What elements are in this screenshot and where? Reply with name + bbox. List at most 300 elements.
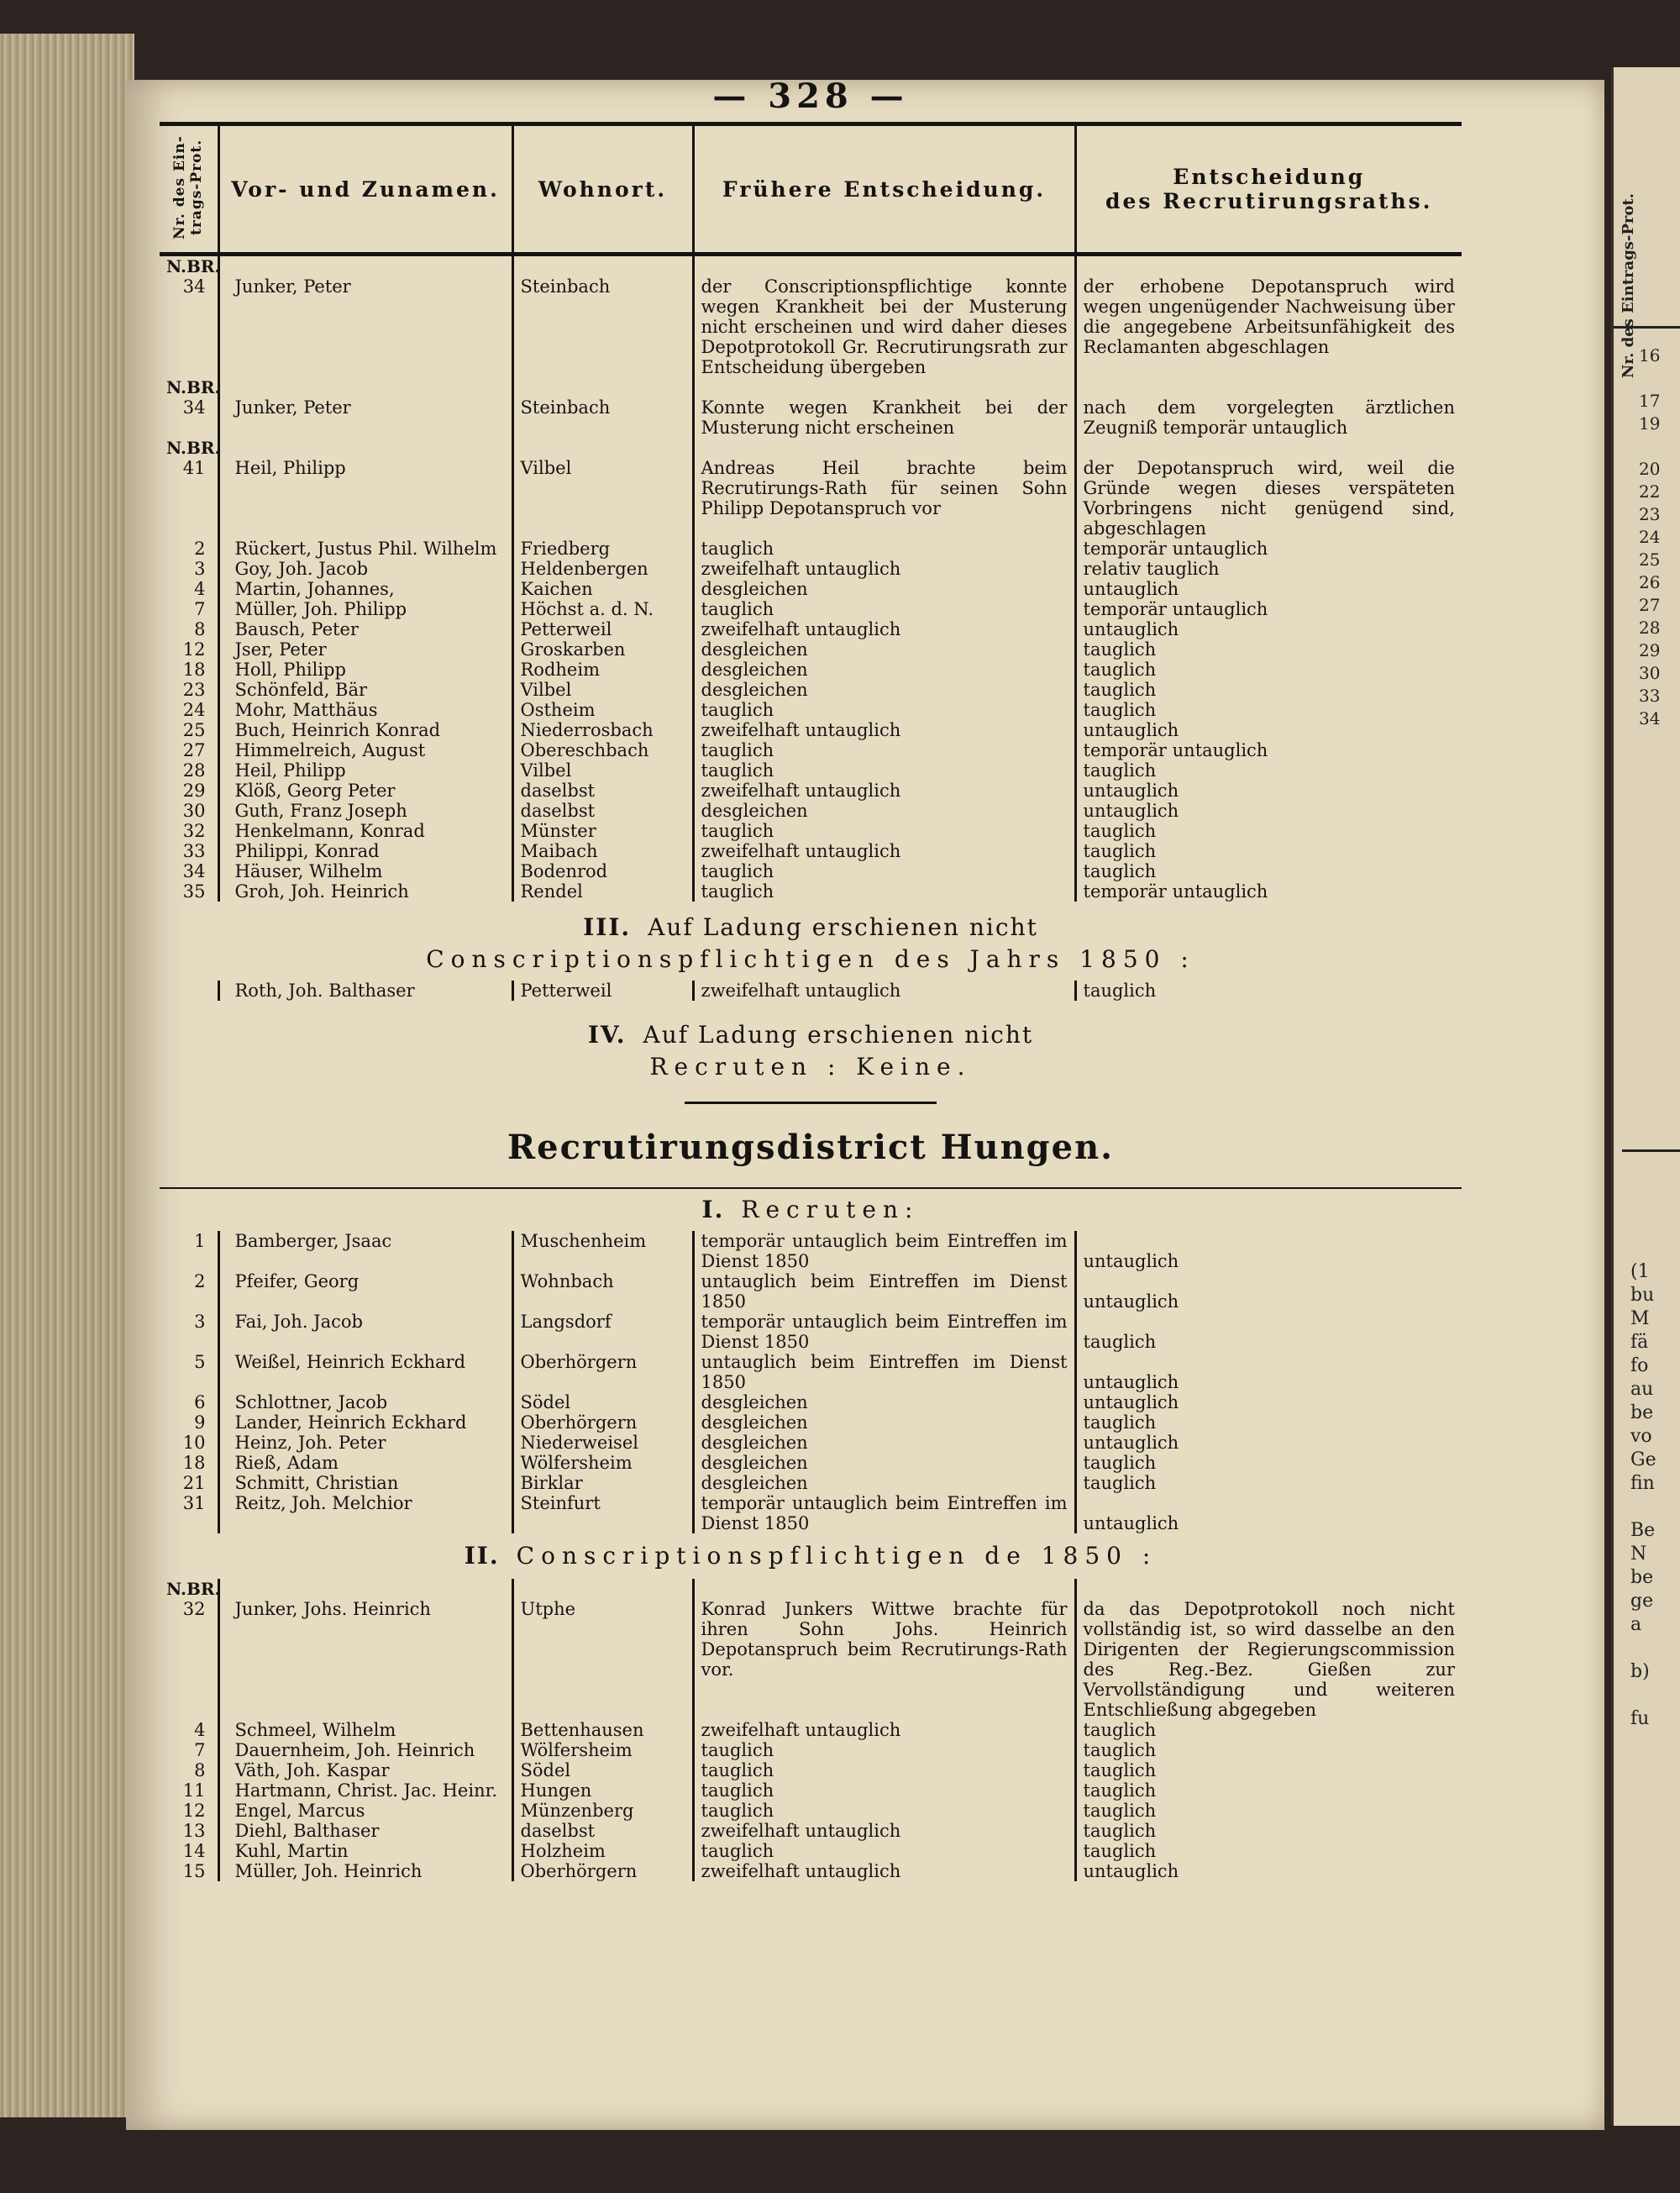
row-ort: Wölfersheim [512,1740,693,1760]
adjacent-number: 19 [1639,413,1661,434]
row-name: Bamberger, Jsaac [218,1231,512,1271]
row-nr [160,1720,218,1740]
adjacent-fragment-line: fin [1630,1473,1655,1494]
row-ort: Oberhörgern [512,1352,693,1392]
row-nr [160,619,218,639]
section-iv-line1 [160,1019,1462,1051]
row-entscheidung: tauglich [1075,760,1462,781]
row-name: Reitz, Joh. Melchior [218,1493,512,1533]
adjacent-number [1639,435,1660,458]
row-frueher: desgleichen [693,1392,1075,1412]
row-name: Henkelmann, Konrad [218,821,512,841]
row-nr [160,1392,218,1412]
row-name: Müller, Joh. Philipp [218,599,512,619]
table-row [160,981,1462,1001]
row-nr-value: 24 [182,700,206,720]
row-ort: Maibach [512,841,693,861]
row-nr [160,700,218,720]
table-row [160,660,1462,680]
row-nr-value: 5 [194,1352,206,1372]
adjacent-fragment-line: M [1630,1308,1650,1329]
row-frueher: zweifelhaft untauglich [693,981,1075,1001]
row-name: Heil, Philipp [218,760,512,781]
header-nr-text: Nr. des Ein-trags-Prot. [171,134,206,239]
section-iii-text: Auf Ladung erschienen nicht [648,913,1038,941]
row-nr [160,1271,218,1312]
subsection-i [160,1194,1462,1226]
row-ort: Bettenhausen [512,1720,693,1740]
row-entscheidung: tauglich [1075,1780,1462,1801]
adjacent-number: 34 [1639,708,1661,728]
adjacent-number: 22 [1639,481,1661,502]
row-frueher: zweifelhaft untauglich [693,559,1075,579]
adjacent-fragment-line: Ge [1630,1449,1656,1470]
row-ort: daselbst [512,801,693,821]
subsection-i-label: Recruten: [741,1196,920,1223]
row-name: Schlottner, Jacob [218,1392,512,1412]
row-name: Weißel, Heinrich Eckhard [218,1352,512,1392]
row-entscheidung: untauglich [1075,1861,1462,1881]
row-nr-value: 15 [182,1861,206,1881]
row-nr [160,579,218,599]
table-row [160,579,1462,599]
row-nr-value: 18 [182,1453,206,1473]
table-row [160,841,1462,861]
row-frueher: tauglich [693,881,1075,902]
row-name: Rückert, Justus Phil. Wilhelm [218,539,512,559]
section-iv-text: Auf Ladung erschienen nicht [643,1021,1034,1049]
row-ort: Wölfersheim [512,1453,693,1473]
table-row [160,680,1462,700]
table-row [160,1801,1462,1821]
row-entscheidung: tauglich [1075,981,1462,1001]
row-ort: Groskarben [512,639,693,660]
row-ort: Höchst a. d. N. [512,599,693,619]
row-entscheidung: untauglich [1075,1392,1462,1412]
table-row [160,881,1462,902]
row-entscheidung: untauglich [1075,781,1462,801]
row-nr [160,1760,218,1780]
adjacent-fragment-line: bu [1630,1285,1655,1306]
section-divider [685,1102,937,1104]
table-row [160,639,1462,660]
row-nr-value: 25 [182,720,206,740]
table-row [160,1392,1462,1412]
row-entscheidung: untauglich [1075,720,1462,740]
row-nr-value: 41 [182,458,206,478]
row-nr-value: 3 [194,1312,206,1332]
row-entscheidung: temporär untauglich [1075,740,1462,760]
row-entscheidung: tauglich [1075,1412,1462,1433]
row-entscheidung: untauglich [1075,801,1462,821]
row-nr [160,841,218,861]
table-row [160,1433,1462,1453]
header-entscheidung [1075,126,1462,252]
row-entscheidung: nach dem vorgelegten ärztlichen Zeugniß temporär untauglich [1075,377,1462,438]
row-ort: Bodenrod [512,861,693,881]
table-row [160,720,1462,740]
row-entscheidung: untauglich [1075,1433,1462,1453]
header-wohnort: Wohnort. [512,126,693,252]
row-entscheidung: da das Depotprotokoll noch nicht vollständig ist, so wird dasselbe an den Dirigenten der Regierungscommission des Reg.-Bez. Gießen zur Vervollständigung und weiteren Entschließung abgegeben [1075,1579,1462,1720]
header-entscheidung-line2: des Recrutirungsraths. [1105,189,1433,213]
row-entscheidung: untauglich [1075,1352,1462,1392]
row-ort: Södel [512,1392,693,1412]
row-name: Bausch, Peter [218,619,512,639]
subsection-ii-numeral: II. [464,1542,500,1570]
row-nr-value: 30 [182,801,206,821]
row-nr [160,660,218,680]
adjacent-fragment-line: vo [1630,1426,1652,1447]
table-hungen-recruten [160,1231,1462,1533]
row-name: Junker, Peter [218,377,512,438]
row-frueher: tauglich [693,1760,1075,1780]
row-nr [160,559,218,579]
adjacent-fragment-line [1630,1637,1656,1660]
book-page-edges [0,34,134,2117]
adjacent-number: 28 [1639,618,1661,638]
adjacent-number: 24 [1639,527,1661,547]
adjacent-header: Nr. des Eintrags-Prot. [1620,193,1637,379]
row-ort: Langsdorf [512,1312,693,1352]
row-ort: Södel [512,1760,693,1780]
row-entscheidung: tauglich [1075,1473,1462,1493]
section-iii-line2: Conscriptionspflichtigen des Jahrs 1850 : [426,945,1195,973]
row-name: Heil, Philipp [218,438,512,539]
table-row [160,1740,1462,1760]
row-nr [160,1579,221,1720]
table-hungen-conscription [160,1579,1462,1881]
row-entscheidung: relativ tauglich [1075,559,1462,579]
row-nr [160,680,218,700]
row-ort: Kaichen [512,579,693,599]
row-entscheidung: tauglich [1075,680,1462,700]
row-name: Himmelreich, August [218,740,512,760]
row-name: Buch, Heinrich Konrad [218,720,512,740]
subsection-i-numeral: I. [701,1196,725,1223]
row-nr-value: 18 [182,660,206,680]
row-nr [160,599,218,619]
adjacent-number: 26 [1639,572,1661,592]
row-nr-value: 34 [182,397,206,418]
adjacent-fragment-line: fu [1630,1708,1650,1729]
row-nr-value: 34 [182,861,206,881]
row-name: Dauernheim, Joh. Heinrich [218,1740,512,1760]
row-nr-value: 8 [194,619,206,639]
row-ort: Steinfurt [512,1493,693,1533]
row-frueher: desgleichen [693,1473,1075,1493]
row-frueher: temporär untauglich beim Eintreffen im Dienst 1850 [693,1312,1075,1352]
header-frueher: Frühere Entscheidung. [693,126,1075,252]
row-frueher: desgleichen [693,660,1075,680]
row-entscheidung: tauglich [1075,1720,1462,1740]
row-nr [160,1801,218,1821]
row-frueher: desgleichen [693,680,1075,700]
section-iv-line2: Recruten : Keine. [649,1053,972,1081]
row-nr [160,1231,218,1271]
row-ort: Ostheim [512,700,693,720]
row-name: Roth, Joh. Balthaser [218,981,512,1001]
adjacent-number: 23 [1639,504,1661,524]
row-ort: daselbst [512,1821,693,1841]
table-header-row [160,126,1462,252]
table-row [160,1760,1462,1780]
adjacent-number: 33 [1639,686,1661,706]
row-name: Fai, Joh. Jacob [218,1312,512,1352]
row-entscheidung: tauglich [1075,1453,1462,1473]
table-row [160,1579,1462,1720]
section-iii-numeral: III. [583,913,632,941]
subsection-ii [160,1540,1462,1572]
row-nr [160,781,218,801]
section-iv [160,1019,1462,1083]
row-nr [160,1312,218,1352]
adjacent-fragment-line: fä [1630,1332,1649,1353]
adjacent-fragment-line: b) [1630,1661,1650,1682]
row-entscheidung: der erhobene Depotanspruch wird wegen ungenügender Nachweisung über die angegebene Arbeitsunfähigkeit des Reclamanten abgeschlagen [1075,256,1462,377]
row-nr-value: 33 [182,841,206,861]
row-rb-label: N.BR. [166,256,221,276]
row-nr [160,881,218,902]
row-frueher: desgleichen [693,1433,1075,1453]
section-iii-line1 [160,912,1462,944]
row-frueher: zweifelhaft untauglich [693,720,1075,740]
row-ort: Hungen [512,1780,693,1801]
table-row [160,760,1462,781]
row-name: Mohr, Matthäus [218,700,512,720]
row-nr [160,539,218,559]
table-row [160,861,1462,881]
row-rb-label: N.BR. [166,438,221,458]
table-row [160,1453,1462,1473]
table-row [160,1861,1462,1881]
row-nr-value: 12 [182,1801,206,1821]
row-name: Kuhl, Martin [218,1841,512,1861]
row-entscheidung: tauglich [1075,1740,1462,1760]
row-frueher: zweifelhaft untauglich [693,1821,1075,1841]
row-frueher: desgleichen [693,579,1075,599]
row-nr-value: 34 [182,276,206,297]
row-nr-value: 8 [194,1760,206,1780]
row-name: Groh, Joh. Heinrich [218,881,512,902]
row-nr-value: 2 [194,539,206,559]
row-ort: Birklar [512,1473,693,1493]
row-entscheidung: der Depotanspruch wird, weil die Gründe wegen dieses verspäteten Vorbringens nicht genügend sind, abgeschlagen [1075,438,1462,539]
row-frueher: zweifelhaft untauglich [693,1861,1075,1881]
row-name: Rieß, Adam [218,1453,512,1473]
table-row [160,1312,1462,1352]
row-nr [160,1821,218,1841]
row-ort: Obereschbach [512,740,693,760]
row-entscheidung: untauglich [1075,619,1462,639]
table-row [160,1412,1462,1433]
adjacent-fragment-line [1630,1684,1656,1707]
header-nr [160,126,218,252]
table-row [160,559,1462,579]
row-frueher: der Conscriptionspflichtige konnte wegen Krankheit bei der Musterung nicht erscheinen und wird daher dieses Depotprotokoll Gr. Recrutirungsrath zur Entscheidung übergeben [693,256,1075,377]
row-nr [160,720,218,740]
row-frueher: tauglich [693,539,1075,559]
adjacent-fragment-line: be [1630,1567,1654,1588]
table-row [160,1473,1462,1493]
row-name: Heinz, Joh. Peter [218,1433,512,1453]
row-nr [160,1861,218,1881]
row-nr [160,861,218,881]
row-nr [160,639,218,660]
row-nr-value: 13 [182,1821,206,1841]
row-ort: Niederrosbach [512,720,693,740]
row-nr [160,1453,218,1473]
table-row [160,1780,1462,1801]
row-name: Häuser, Wilhelm [218,861,512,881]
table-row [160,1231,1462,1271]
row-ort: Münzenberg [512,1801,693,1821]
row-ort: daselbst [512,781,693,801]
row-frueher: tauglich [693,1801,1075,1821]
row-ort: Wohnbach [512,1271,693,1312]
row-name: Junker, Peter [218,256,512,377]
adjacent-rule [1614,326,1680,329]
row-frueher: Andreas Heil brachte beim Recrutirungs-Rath für seinen Sohn Philipp Depotanspruch vor [693,438,1075,539]
row-ort: Heldenbergen [512,559,693,579]
row-rb-label: N.BR. [166,377,221,397]
table-row [160,619,1462,639]
row-entscheidung: tauglich [1075,821,1462,841]
adjacent-fragment-line: Be [1630,1520,1656,1541]
adjacent-text-fragment [1630,1260,1656,1731]
table-friedberg [160,256,1462,902]
adjacent-fragment-line: a [1630,1614,1642,1635]
page-number: — 328 — [712,76,909,116]
row-frueher: temporär untauglich beim Eintreffen im Dienst 1850 [693,1231,1075,1271]
row-ort: Vilbel [512,680,693,700]
row-frueher: zweifelhaft untauglich [693,1720,1075,1740]
table-row [160,256,1462,377]
row-name: Väth, Joh. Kaspar [218,1760,512,1780]
row-ort: Petterweil [512,981,693,1001]
row-ort: Niederweisel [512,1433,693,1453]
row-name: Hartmann, Christ. Jac. Heinr. [218,1780,512,1801]
row-ort: Steinbach [512,256,693,377]
table-row [160,1841,1462,1861]
section-iv-numeral: IV. [587,1021,627,1049]
row-frueher: temporär untauglich beim Eintreffen im Dienst 1850 [693,1493,1075,1533]
table-row [160,1720,1462,1740]
adjacent-number [1639,367,1660,390]
row-name: Engel, Marcus [218,1801,512,1821]
row-nr-value: 10 [182,1433,206,1453]
row-nr [160,1412,218,1433]
row-frueher: desgleichen [693,639,1075,660]
row-name: Pfeifer, Georg [218,1271,512,1312]
adjacent-number: 16 [1639,345,1661,366]
row-frueher: zweifelhaft untauglich [693,781,1075,801]
row-frueher: tauglich [693,760,1075,781]
row-nr [160,1433,218,1453]
row-nr [160,1493,218,1533]
row-name: Philippi, Konrad [218,841,512,861]
row-name: Goy, Joh. Jacob [218,559,512,579]
table-section-iii [160,981,1462,1001]
row-name: Müller, Joh. Heinrich [218,1861,512,1881]
main-table [160,126,1462,252]
adjacent-number: 29 [1639,640,1661,660]
row-ort: Oberhörgern [512,1412,693,1433]
row-nr-value: 27 [182,740,206,760]
row-nr [160,438,221,539]
row-nr-value: 7 [194,599,206,619]
row-nr-value: 3 [194,559,206,579]
table-row [160,781,1462,801]
row-nr [160,821,218,841]
row-frueher: tauglich [693,599,1075,619]
row-name: Junker, Johs. Heinrich [218,1579,512,1720]
row-nr [160,760,218,781]
row-entscheidung: untauglich [1075,1271,1462,1312]
row-frueher: tauglich [693,740,1075,760]
row-entscheidung: tauglich [1075,1312,1462,1352]
row-frueher: Konnte wegen Krankheit bei der Musterung nicht erscheinen [693,377,1075,438]
row-name: Klöß, Georg Peter [218,781,512,801]
row-name: Guth, Franz Joseph [218,801,512,821]
row-nr [160,981,218,1001]
row-nr [160,740,218,760]
row-entscheidung: tauglich [1075,660,1462,680]
adjacent-fragment-line: au [1630,1379,1654,1400]
row-nr-value: 12 [182,639,206,660]
row-entscheidung: untauglich [1075,1231,1462,1271]
row-entscheidung: temporär untauglich [1075,539,1462,559]
row-nr [160,1473,218,1493]
page-content [160,71,1462,1881]
row-entscheidung: tauglich [1075,841,1462,861]
row-entscheidung: untauglich [1075,1493,1462,1533]
row-entscheidung: tauglich [1075,1760,1462,1780]
section-iii [160,912,1462,976]
row-entscheidung: untauglich [1075,579,1462,599]
table-row [160,1493,1462,1533]
row-nr-value: 9 [194,1412,206,1433]
table-row [160,740,1462,760]
row-nr-value: 21 [182,1473,206,1493]
row-nr [160,1841,218,1861]
row-ort: Vilbel [512,438,693,539]
district-rule [160,1187,1462,1189]
row-frueher: desgleichen [693,1453,1075,1473]
adjacent-fragment-line [1630,1496,1656,1519]
row-name: Holl, Philipp [218,660,512,680]
row-entscheidung: tauglich [1075,700,1462,720]
row-ort: Rodheim [512,660,693,680]
adjacent-fragment-line: N [1630,1544,1647,1565]
row-rb-label: N.BR. [166,1579,221,1599]
table-row [160,377,1462,438]
row-nr [160,1780,218,1801]
row-nr [160,377,221,438]
row-entscheidung: tauglich [1075,1841,1462,1861]
row-name: Schmeel, Wilhelm [218,1720,512,1740]
row-entscheidung: tauglich [1075,1821,1462,1841]
row-nr-value: 32 [182,821,206,841]
header-entscheidung-line1: Entscheidung [1173,165,1366,189]
table-row [160,821,1462,841]
adjacent-number: 20 [1639,459,1661,479]
adjacent-number: 27 [1639,595,1661,615]
adjacent-number: 25 [1639,550,1661,570]
row-entscheidung: tauglich [1075,861,1462,881]
row-ort: Vilbel [512,760,693,781]
row-frueher: desgleichen [693,801,1075,821]
